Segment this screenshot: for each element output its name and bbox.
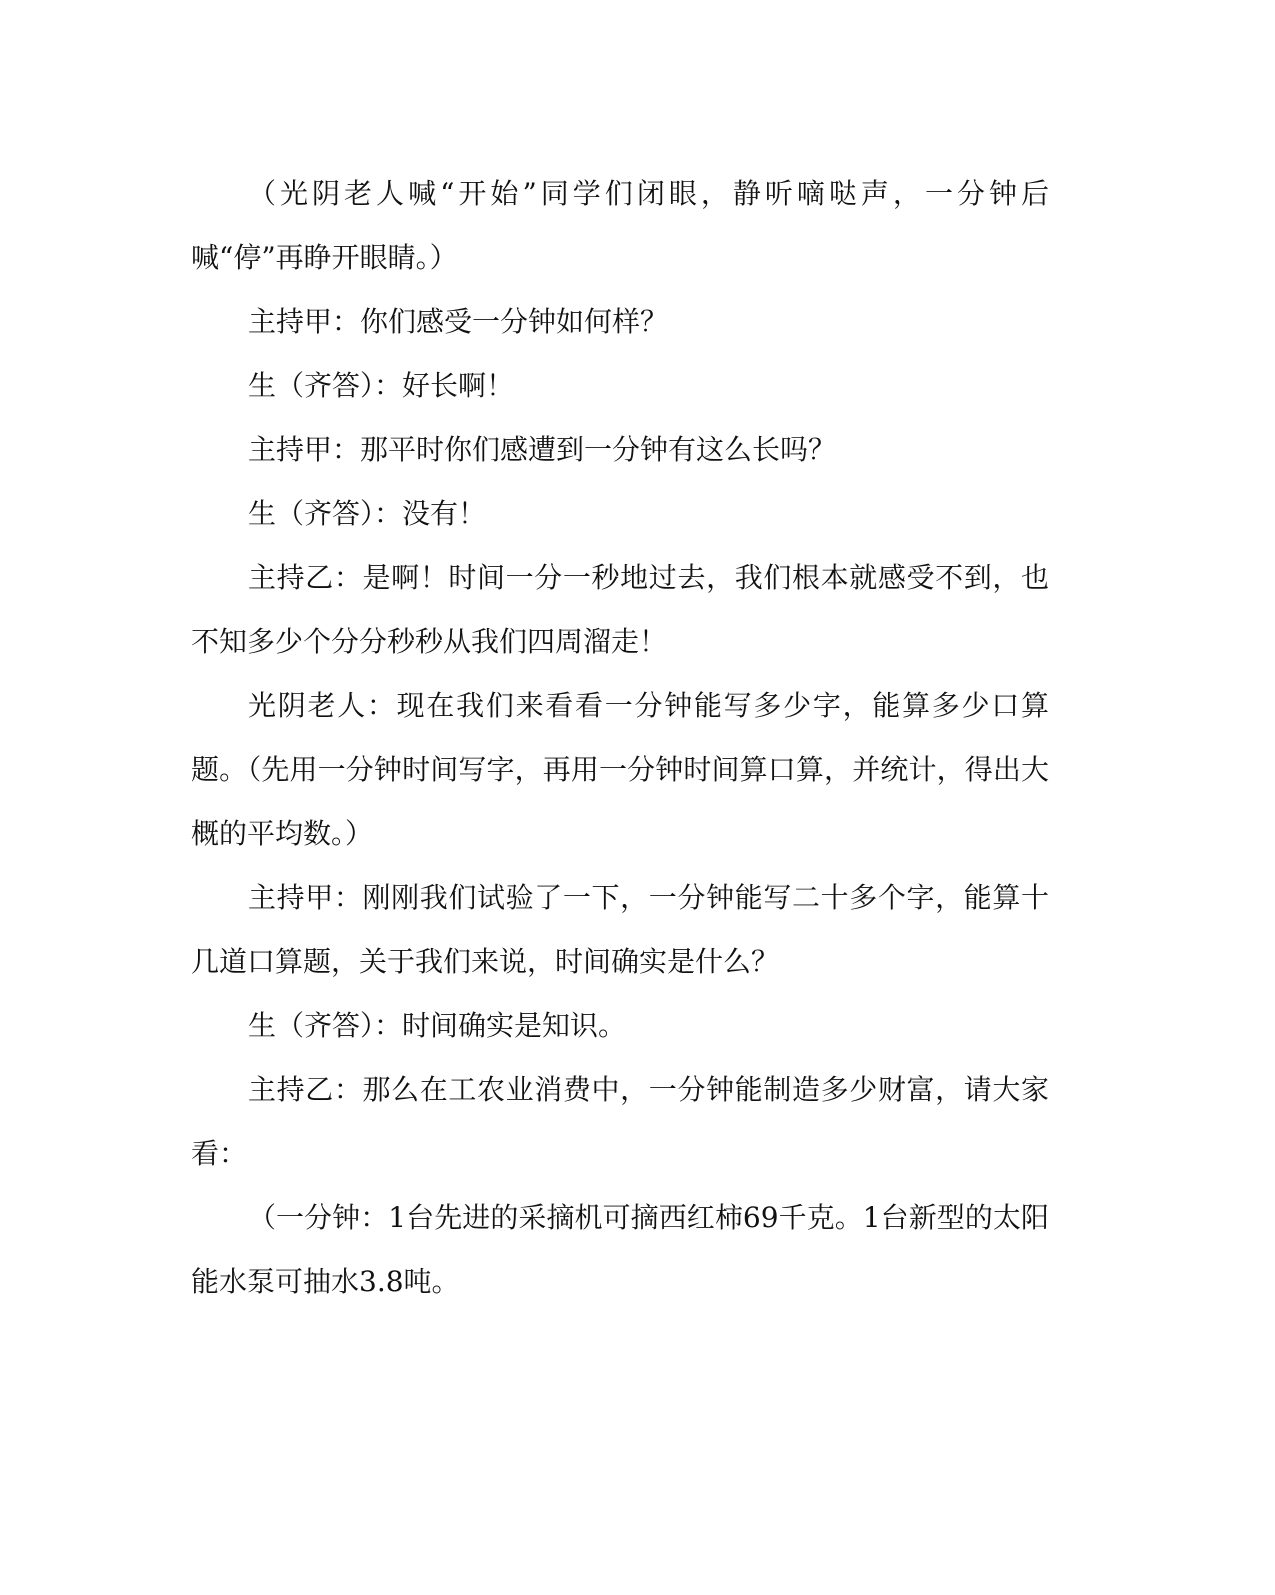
paragraph: 生（齐答）：好长啊！ <box>248 369 515 402</box>
document-body <box>191 162 1049 1314</box>
paragraph: 主持甲：你们感受一分钟如何样？ <box>248 305 669 338</box>
paragraph: （光阴老人喊“开始”同学们闭眼，静听嘀哒声，一分钟后喊“停”再睁开眼睛。） <box>191 177 1049 274</box>
paragraph: 主持甲：刚刚我们试验了一下，一分钟能写二十多个字，能算十几道口算题，关于我们来说，时间确实是什么？ <box>191 881 1049 978</box>
paragraph: 主持乙：那么在工农业消费中，一分钟能制造多少财富，请大家看： <box>191 1073 1049 1170</box>
paragraph: 主持乙：是啊！时间一分一秒地过去，我们根本就感受不到，也不知多少个分分秒秒从我们四周溜走！ <box>191 561 1049 658</box>
paragraph: 生（齐答）：没有！ <box>248 497 487 530</box>
paragraph: 主持甲：那平时你们感遭到一分钟有这么长吗？ <box>248 433 837 466</box>
paragraph: 生（齐答）：时间确实是知识。 <box>248 1009 627 1042</box>
paragraph: 光阴老人：现在我们来看看一分钟能写多少字，能算多少口算题。（先用一分钟时间写字，再用一分钟时间算口算，并统计，得出大概的平均数。） <box>191 689 1049 850</box>
paragraph: （一分钟：1台先进的采摘机可摘西红柿69千克。1台新型的太阳能水泵可抽水3.8吨。 <box>191 1201 1049 1298</box>
